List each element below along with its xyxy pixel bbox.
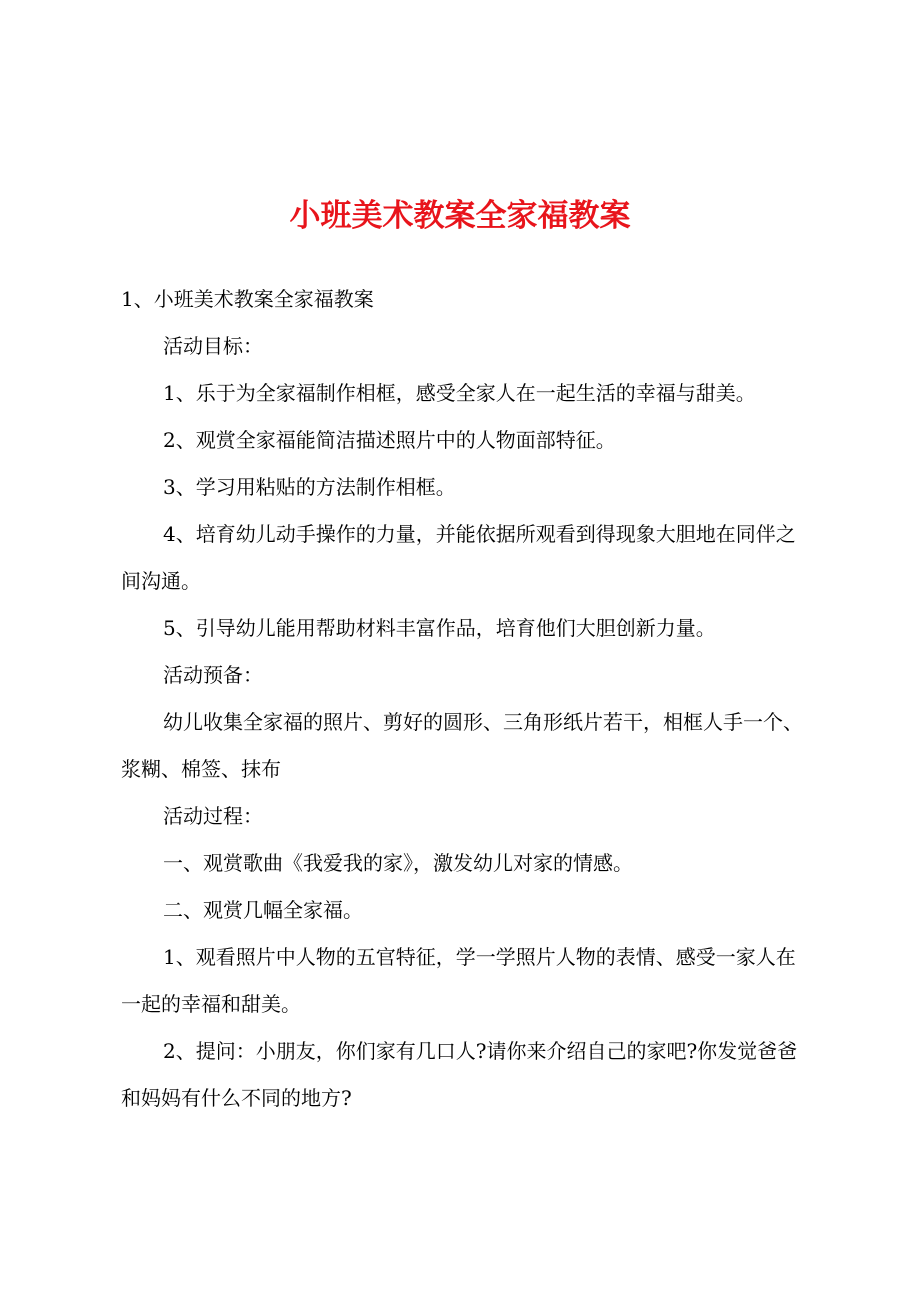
- paragraph: 1、观看照片中人物的五官特征，学一学照片人物的表情、感受一家人在一起的幸福和甜美。: [121, 945, 796, 1016]
- paragraph: 一、观赏歌曲《我爱我的家》，激发幼儿对家的情感。: [163, 851, 633, 875]
- paragraph: 活动过程：: [163, 804, 263, 828]
- paragraph: 2、观赏全家福能简洁描述照片中的人物面部特征。: [163, 428, 616, 452]
- paragraph: 活动目标：: [163, 334, 263, 358]
- paragraph: 幼儿收集全家福的照片、剪好的圆形、三角形纸片若干，相框人手一个、浆糊、棉签、抹布: [121, 710, 803, 781]
- paragraph: 活动预备：: [163, 663, 263, 687]
- paragraph: 1、乐于为全家福制作相框，感受全家人在一起生活的幸福与甜美。: [163, 381, 756, 405]
- paragraph: 2、提问：小朋友，你们家有几口人?请你来介绍自己的家吧?你发觉爸爸和妈妈有什么不同的地方?: [121, 1039, 798, 1110]
- paragraph: 3、学习用粘贴的方法制作相框。: [163, 475, 456, 499]
- paragraph: 1、小班美术教案全家福教案: [121, 287, 374, 311]
- document-title: 小班美术教案全家福教案: [289, 198, 631, 234]
- document-body: [121, 276, 811, 1122]
- paragraph: 二、观赏几幅全家福。: [163, 898, 363, 922]
- paragraph: 4、培育幼儿动手操作的力量，并能依据所观看到得现象大胆地在同伴之间沟通。: [121, 522, 796, 593]
- paragraph: 5、引导幼儿能用帮助材料丰富作品，培育他们大胆创新力量。: [163, 616, 716, 640]
